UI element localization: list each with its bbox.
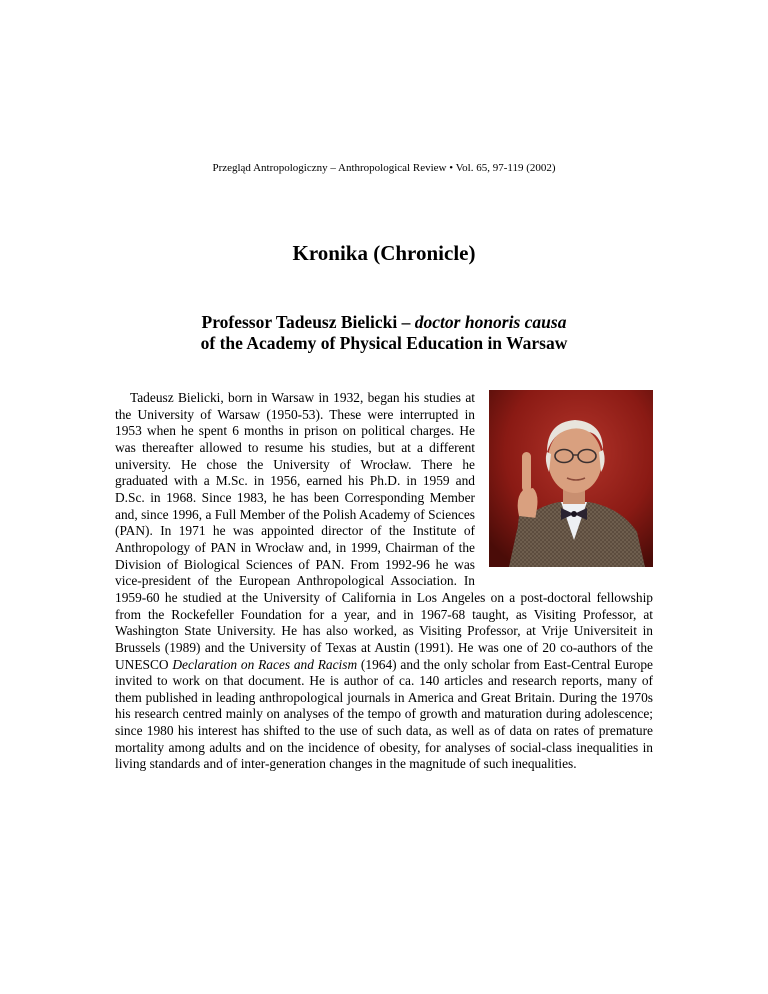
declaration-title: Declaration on Races and Racism xyxy=(172,656,358,672)
article-title xyxy=(0,312,768,354)
portrait-photo xyxy=(489,390,653,567)
article-text-part1: Tadeusz Bielicki, born in Warsaw in 1932, began his studies at the University of Warsaw (1950-53). These were interrupted in 1953 when he spent 6 months in prison on political charges. He was thereafter allowed to resume his studies, but at a different university. He chose the University of Wrocław. There he graduated with a M.Sc. in 1956, earned his Ph.D. in 1959 and D.Sc. in 1968. Since 1983, he has been Corresponding Member and, since 1996, a Full Member of the Polish Academy of Sciences (PAN). In 1971 he was appointed director of the Institute of Anthropology of PAN in Wrocław and, in 1999, Chairman of the Division of Biological Sciences of PAN. From 1992-96 he was vice-president of the European Anthropological Association. In 1959-60 he studied at the University of California in Los Angeles on a post-doctoral fellowship from the Rockefeller Foundation for a year, and in 1967-68 taught, as Visiting Professor, at Washington State University. He has also worked, as Visiting Professor, at Vrije Universiteit in Brussels (1989) and the University of Texas at Austin (1991). He was one of 20 co-authors of the UNESCO xyxy=(115,390,653,672)
article-body xyxy=(115,390,653,773)
article-text-part2: (1964) and the only scholar from East-Central Europe invited to work on that document. He is author of ca. 140 articles and research reports, many of them published in leading anthropological journals in America and Great Britain. During the 1970s his research centred mainly on analyses of the tempo of growth and maturation during adolescence; since 1980 his interest has shifted to the use of such data, as well as of data on rates of premature mortality among adults and on the incidence of obesity, for analyses of social-class inequalities in living standards and of inter-generation changes in the magnitude of such inequalities. xyxy=(115,656,653,772)
article-title-part1: Professor Tadeusz Bielicki – xyxy=(201,312,415,332)
article-title-italic: doctor honoris causa xyxy=(414,312,567,332)
journal-header: Przegląd Antropologiczny – Anthropological Review • Vol. 65, 97-119 (2002) xyxy=(212,162,556,174)
article-title-line2: of the Academy of Physical Education in Warsaw xyxy=(200,333,568,353)
section-title: Kronika (Chronicle) xyxy=(292,241,476,265)
